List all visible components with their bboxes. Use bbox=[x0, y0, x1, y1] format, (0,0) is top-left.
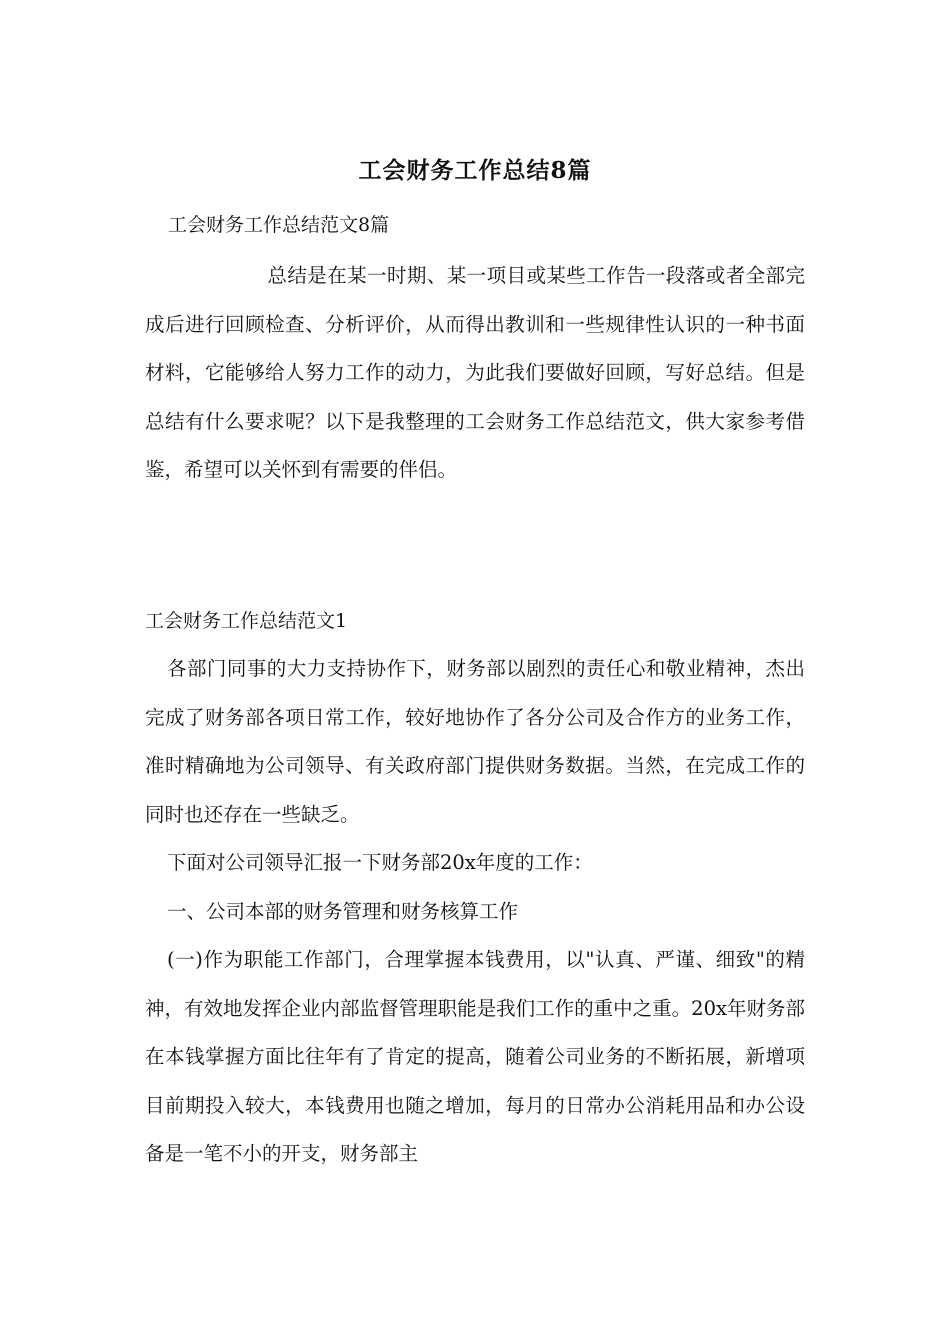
section-heading: 工会财务工作总结范文1 bbox=[145, 610, 348, 632]
body-paragraph-4: (一)作为职能工作部门，合理掌握本钱费用，以"认真、严谨、细致"的精神，有效地发挥企业内部监督管理职能是我们工作的重中之重。20x年财务部在本钱掌握方面比往年有了肯定的提高，随着公司业务的不断拓展，新增项目前期投入较大，本钱费用也随之增加，每月的日常办公消耗用品和办公设备是一笔不小的开支，财务部主 bbox=[145, 948, 805, 1165]
intro-paragraph bbox=[145, 252, 805, 495]
body-paragraph-2: 下面对公司领导汇报一下财务部20x年度的工作： bbox=[167, 851, 593, 874]
body-paragraph-3: 一、公司本部的财务管理和财务核算工作 bbox=[167, 899, 519, 923]
intro-text: 总结是在某一时期、某一项目或某些工作告一段落或者全部完成后进行回顾检查、分析评价，从而得出教训和一些规律性认识的一种书面材料，它能够给人努力工作的动力，为此我们要做好回顾，写好总结。但是总结有什么要求呢？以下是我整理的工会财务工作总结范文，供大家参考借鉴，希望可以关怀到有需要的伴侣。 bbox=[145, 264, 805, 481]
document-subtitle: 工会财务工作总结范文8篇 bbox=[168, 214, 390, 236]
document-title: 工会财务工作总结8篇 bbox=[358, 157, 592, 184]
body-paragraph-1: 各部门同事的大力支持协作下，财务部以剧烈的责任心和敬业精神，杰出完成了财务部各项日常工作，较好地协作了各分公司及合作方的业务工作，准时精确地为公司领导、有关政府部门提供财务数据。当然，在完成工作的同时也还存在一些缺乏。 bbox=[145, 657, 805, 826]
section-body bbox=[145, 645, 805, 1179]
